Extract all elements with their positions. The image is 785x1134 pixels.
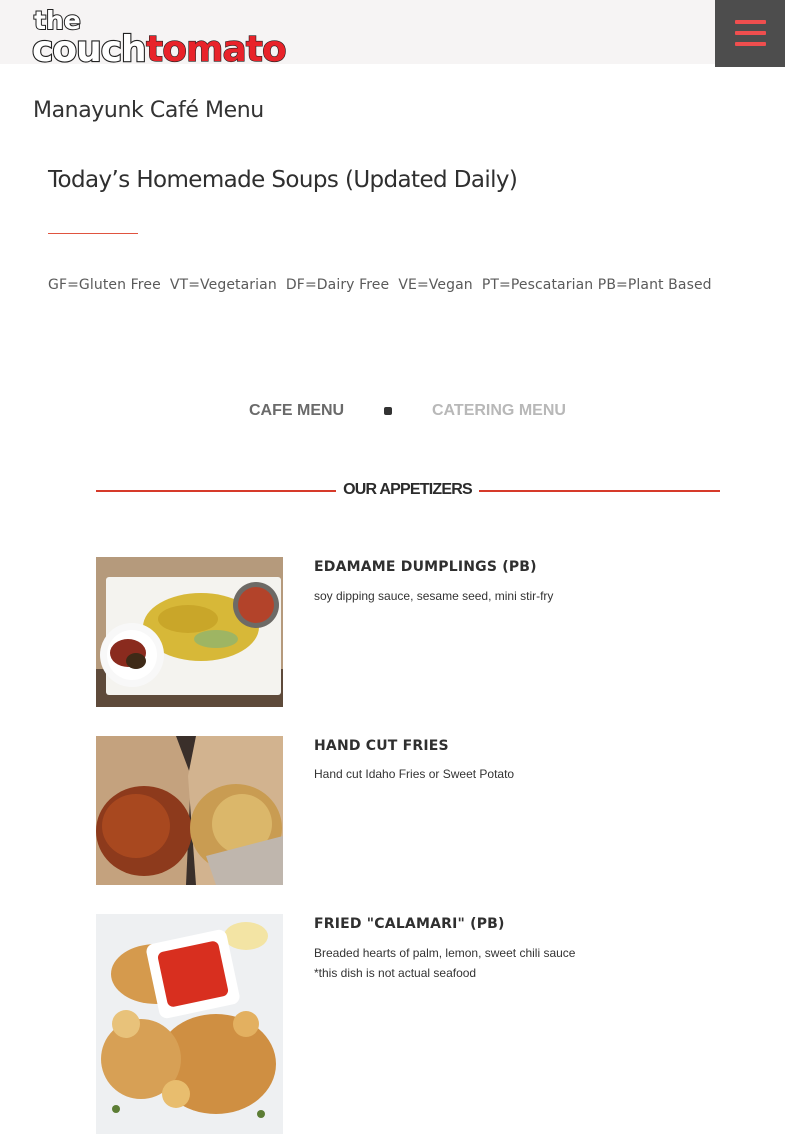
tab-catering-menu[interactable]: CATERING MENU — [432, 402, 566, 419]
diet-legend: GF=Gluten Free VT=Vegetarian DF=Dairy Free VE=Vegan PT=Pescatarian PB=Plant Based — [48, 277, 712, 293]
site-header — [0, 0, 785, 64]
page-title: Manayunk Café Menu — [33, 98, 264, 123]
hamburger-menu-button[interactable] — [715, 0, 785, 67]
logo-tomato: tomato — [146, 29, 286, 66]
item-photo[interactable] — [96, 557, 283, 707]
logo-the: the — [34, 6, 81, 35]
item-description-line: *this dish is not actual seafood — [314, 966, 477, 980]
tab-separator-dot — [384, 407, 392, 415]
couch-tomato-logo[interactable] — [32, 6, 294, 66]
item-description-line: soy dipping sauce, sesame seed, mini stir-fry — [314, 589, 554, 603]
heading-underline — [48, 233, 138, 234]
soups-heading: Today’s Homemade Soups (Updated Daily) — [48, 167, 518, 193]
item-description-line: Hand cut Idaho Fries or Sweet Potato — [314, 767, 515, 781]
logo-couch: couch — [32, 29, 146, 66]
section-divider-right — [479, 490, 720, 492]
section-divider-left — [96, 490, 336, 492]
item-photo[interactable] — [96, 914, 283, 1134]
item-description — [314, 586, 553, 606]
item-photo[interactable] — [96, 736, 283, 885]
item-name[interactable]: HAND CUT FRIES — [314, 738, 449, 754]
section-title: OUR APPETIZERS — [343, 481, 472, 498]
tab-cafe-menu[interactable]: CAFE MENU — [249, 402, 345, 419]
item-description — [314, 764, 514, 784]
item-name[interactable]: EDAMAME DUMPLINGS (PB) — [314, 559, 537, 575]
item-description-line: Breaded hearts of palm, lemon, sweet chili sauce — [314, 946, 576, 960]
item-name[interactable]: FRIED "CALAMARI" (PB) — [314, 916, 505, 932]
item-description — [314, 943, 575, 983]
